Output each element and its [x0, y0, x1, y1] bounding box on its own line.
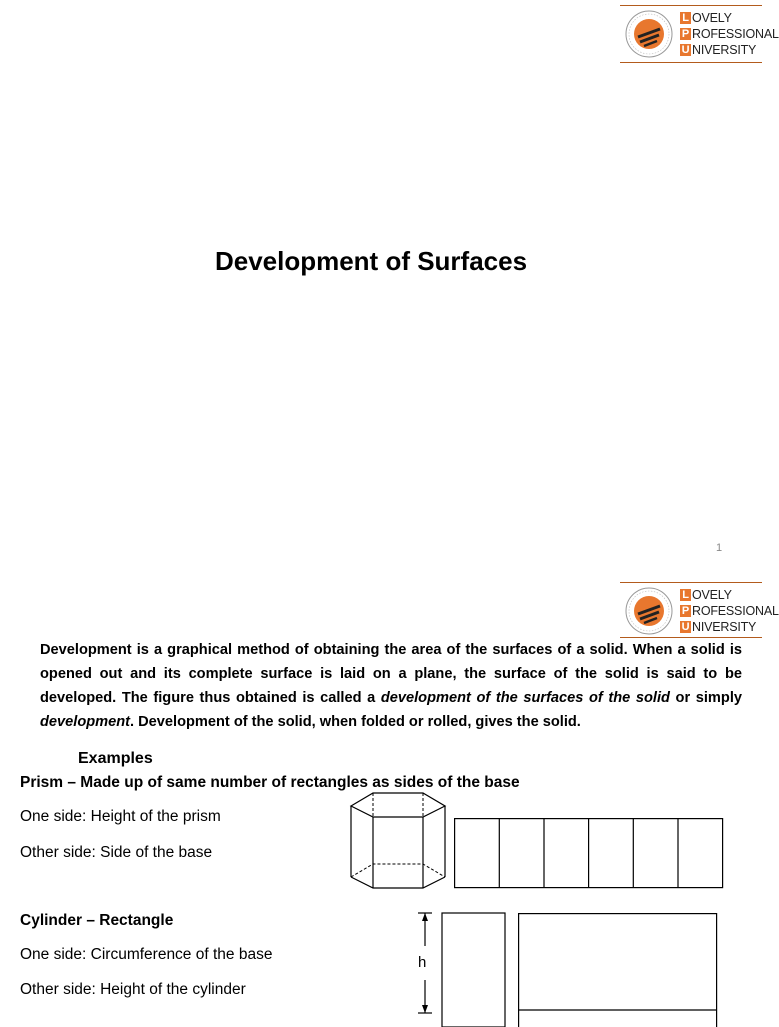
cylinder-side-2: Other side: Height of the cylinder: [20, 981, 246, 998]
height-label: h: [418, 954, 427, 971]
logo-letter-box: U: [681, 621, 690, 633]
cylinder-height-figure: [412, 910, 508, 1026]
logo-word: NIVERSITY: [692, 43, 757, 57]
emphasis-term: development of the surfaces of the solid: [380, 690, 670, 706]
logo-letter-box: L: [680, 12, 691, 24]
university-logo: [620, 5, 779, 62]
hexagonal-prism-figure: [348, 782, 448, 902]
prism-side-2: Other side: Side of the base: [20, 844, 213, 861]
logo-word: OVELY: [692, 588, 732, 602]
prism-development-figure: [454, 818, 726, 890]
emphasis-term: development: [40, 714, 131, 730]
logo-letter-box: P: [681, 28, 690, 40]
university-seal-icon: [623, 586, 675, 636]
prism-side-1: One side: Height of the prism: [20, 808, 221, 825]
university-logo: [620, 582, 779, 639]
logo-word: OVELY: [692, 11, 732, 25]
logo-letter-box: U: [681, 44, 690, 56]
prism-heading: Prism – Made up of same number of rectangles as sides of the base: [20, 774, 520, 791]
logo-letter-box: L: [680, 589, 691, 601]
content-slide: [0, 566, 779, 1024]
logo-word: NIVERSITY: [692, 620, 757, 634]
slide-title: Development of Surfaces: [214, 246, 528, 276]
examples-heading: Examples: [78, 750, 153, 767]
definition-paragraph: Development is a graphical method of obtaining the area of the surfaces of a solid. When a solid is opened out and its complete surface is laid on a plane, the surface of the solid is said to be developed. The figure thus obtained is called a development of the surfaces of the solid or simply development. Development of the solid, when folded or rolled, gives the solid.: [40, 642, 742, 730]
logo-letter-box: P: [681, 605, 690, 617]
page-number: 1: [716, 542, 723, 554]
logo-word: ROFESSIONAL: [692, 604, 779, 618]
cylinder-side-1: One side: Circumference of the base: [20, 946, 273, 963]
university-seal-icon: [623, 9, 675, 59]
cylinder-development-figure: [518, 913, 718, 1027]
cylinder-heading: Cylinder – Rectangle: [20, 912, 174, 929]
logo-word: ROFESSIONAL: [692, 27, 779, 41]
